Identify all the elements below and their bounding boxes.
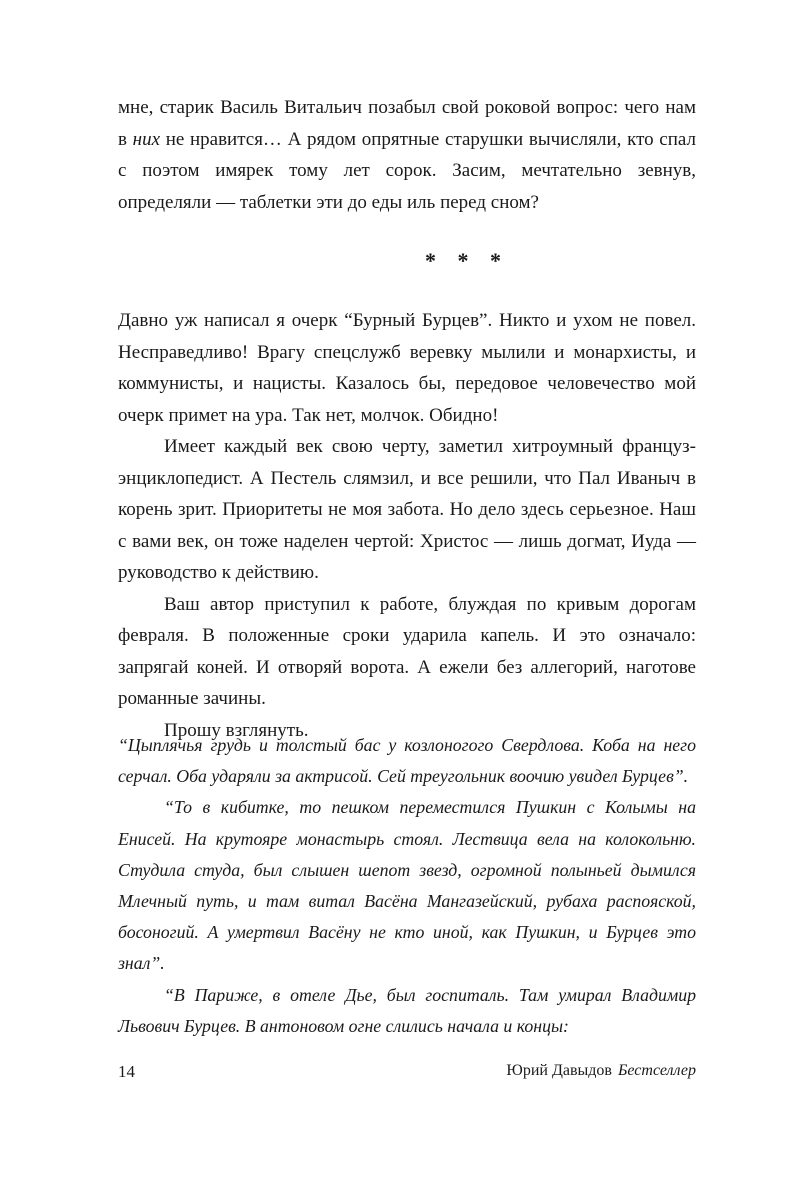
paragraph: Ваш автор приступил к работе, блуждая по кривым дорогам февраля. В положенные сроки ударила капель. И это означало: запрягай коней. И отворяй ворота. А ежели без аллегорий, наготове романные зачины.: [118, 593, 696, 709]
page-number: 14: [118, 1062, 135, 1081]
emphasis: них: [132, 128, 161, 150]
quoted-excerpts-block: [118, 730, 696, 1042]
quote-paragraph: “В Париже, в отеле Дье, был госпиталь. Там умирал Владимир Львович Бурцев. В антоновом огне слились начала и концы:: [118, 984, 696, 1036]
paragraph: мне, старик Василь Витальич позабыл свой роковой вопрос: чего нам в них не нравится… А рядом опрятные старушки вычисляли, кто спал с поэтом имярек тому лет сорок. Засим, мечтательно зевнув, определяли — таблетки эти до еды иль перед сном?: [118, 97, 696, 213]
paragraph: Имеет каждый век свою черту, заметил хитроумный француз-энциклопедист. А Пестель слямзил, и все решили, что Пал Иваныч в корень зрит. Приоритеты не моя забота. Но дело здесь серьезное. Наш с вами век, он тоже наделен чертой: Христос — лишь догмат, Иуда — руководство к действию.: [118, 436, 696, 583]
quote-paragraph: “Цыплячья грудь и толстый бас у козлоногого Свердлова. Коба на него серчал. Оба ударяли за актрисой. Сей треугольник воочию увидел Бурцев”.: [118, 735, 696, 787]
page-footer: [118, 1062, 696, 1092]
section-separator: * * *: [425, 248, 509, 273]
paragraph: Прошу взглянуть.: [164, 719, 309, 741]
main-text-block: [118, 305, 696, 746]
paragraph: Давно уж написал я очерк “Бурный Бурцев”. Никто и ухом не повел. Несправедливо! Врагу спецслужб веревку мылили и монархисты, и коммунисты, и нацисты. Казалось бы, передовое человечество мой очерк примет на ура. Так нет, молчок. Обидно!: [118, 310, 696, 426]
opening-paragraph-block: [118, 92, 696, 218]
quote-paragraph: “То в кибитке, то пешком переместился Пушкин с Колымы на Енисей. На крутояре монастырь стоял. Лествица вела на колокольню. Студила студа, был слышен шепот звезд, огромной полыньей дымился Млечный путь, и там витал Васёна Мангазейский, рубаха распояской, босоногий. А умертвил Васёну не кто иной, как Пушкин, и Бурцев это знал”.: [118, 797, 696, 974]
running-head: [506, 1062, 696, 1080]
author-name: Юрий Давыдов: [506, 1062, 612, 1079]
book-title: Бестселлер: [617, 1062, 696, 1079]
